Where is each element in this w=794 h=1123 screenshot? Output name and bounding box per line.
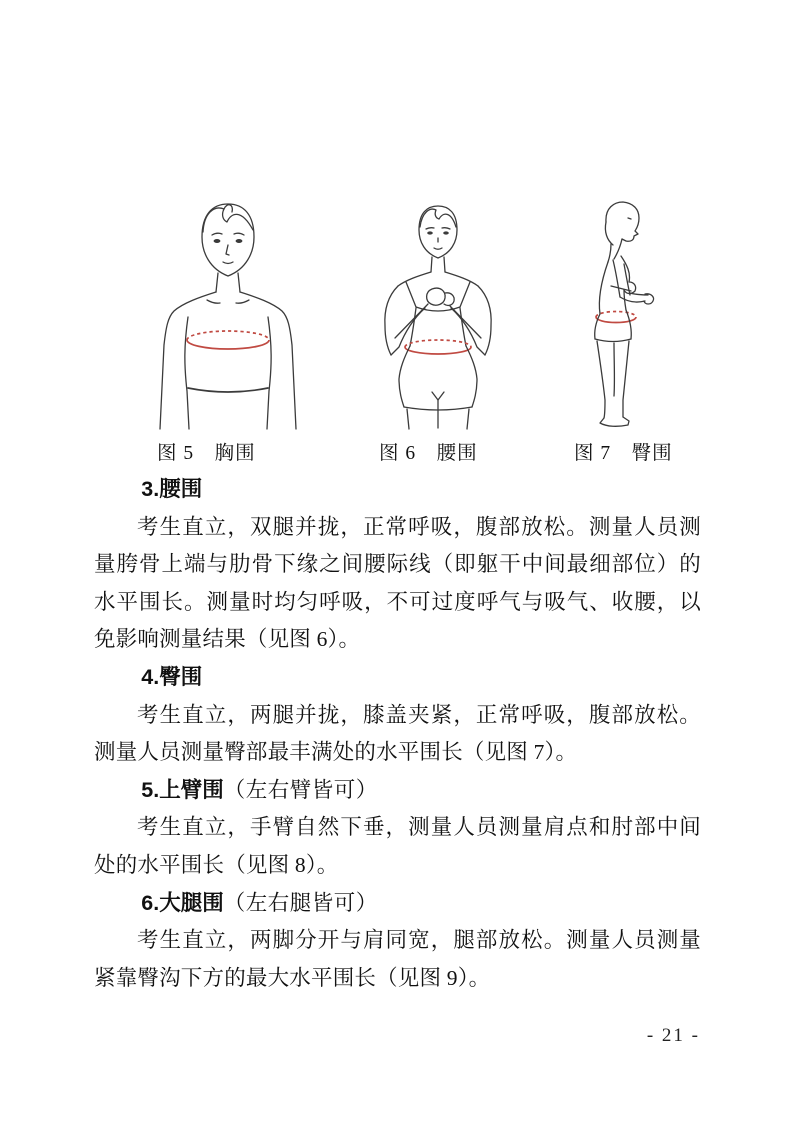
figure-7-hip-illustration (583, 198, 658, 428)
heading-label: 3.腰围 (141, 477, 203, 501)
section-waist-paragraph: 考生直立，双腿并拢，正常呼吸，腹部放松。测量人员测量胯骨上端与肋骨下缘之间腰际线（即躯干中间最细部位）的水平围长。测量时均匀呼吸，不可过度呼气与吸气、收腰，以免影响测量结果（见图 6）。 (94, 514, 701, 652)
section-hip-heading (94, 659, 701, 697)
heading-label: 4.臀围 (141, 664, 203, 689)
figure-6-waist-illustration (368, 200, 508, 430)
section-thigh-paragraph: 考生直立，两脚分开与肩同宽，腿部放松。测量人员测量紧靠臀沟下方的最大水平围长（见图 9）。 (94, 928, 701, 990)
figure-5-chest-illustration (158, 195, 308, 430)
section-hip-paragraph: 考生直立，两腿并拢，膝盖夹紧，正常呼吸，腹部放松。测量人员测量臀部最丰满处的水平围长（见图 7）。 (94, 702, 701, 765)
page-number: - 21 - (646, 1025, 700, 1046)
heading-note: （左右腿皆可） (223, 890, 378, 915)
figure-6-caption: 图 6 腰围 (379, 443, 478, 464)
figure-7-caption: 图 7 臀围 (574, 443, 673, 464)
heading-label: 5.上臂围 (141, 777, 224, 802)
section-thigh (94, 885, 701, 998)
document-body (94, 471, 701, 997)
waist-front-figure-icon (368, 200, 508, 430)
section-upper-arm-heading (94, 772, 701, 810)
section-waist-heading (94, 471, 701, 509)
section-thigh-heading (94, 885, 701, 923)
hip-side-figure-icon (583, 198, 658, 428)
figure-5-caption: 图 5 胸围 (157, 443, 256, 464)
section-upper-arm (94, 772, 701, 885)
chest-front-figure-icon (158, 195, 308, 430)
heading-label: 6.大腿围 (141, 890, 224, 915)
section-upper-arm-paragraph: 考生直立，手臂自然下垂，测量人员测量肩点和肘部中间处的水平围长（见图 8）。 (94, 815, 701, 877)
heading-note: （左右臂皆可） (223, 777, 378, 802)
section-hip (94, 659, 701, 772)
section-waist (94, 471, 701, 659)
